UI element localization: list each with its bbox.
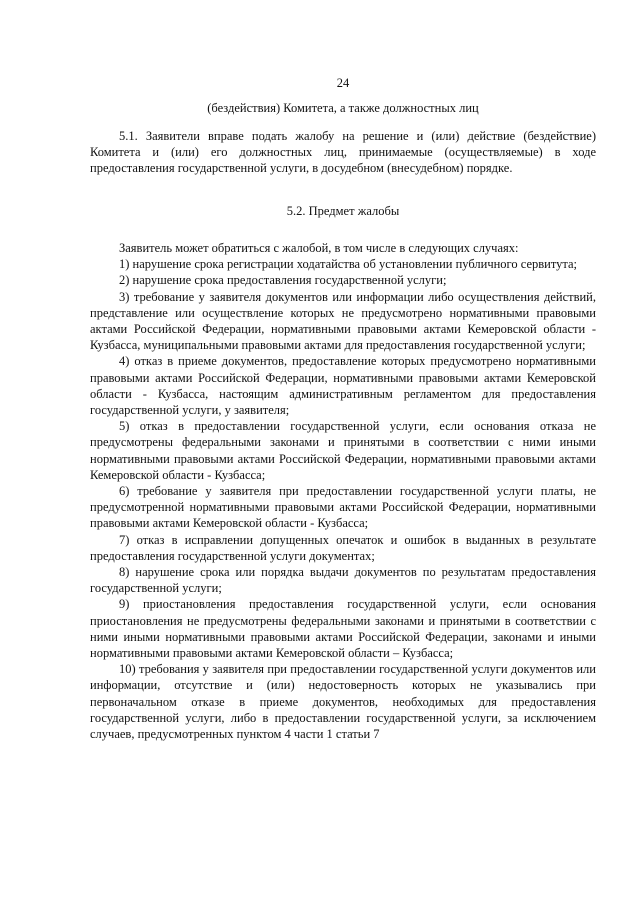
- list-item: 5) отказ в предоставлении государственной услуги, если основания отказа не предусмотрены федеральными законами и принятыми в соответствии с ними иными нормативными правовыми актами Российской Федерации, нормативными правовыми актами Кемеровской области - Кузбасса;: [90, 419, 596, 482]
- list-item: 1) нарушение срока регистрации ходатайства об установлении публичного сервитута;: [119, 257, 578, 272]
- list-item: 2) нарушение срока предоставления государственной услуги;: [119, 273, 447, 288]
- list-item: 8) нарушение срока или порядка выдачи документов по результатам предоставления государственной услуги;: [90, 565, 596, 596]
- list-item: 9) приостановления предоставления государственной услуги, если основания приостановления не предусмотрены федеральными законами и принятыми в соответствии с ними иными нормативными правовыми актами Российской Федерации, законами и иными нормативными правовыми актами Кемеровской области – Кузбасса;: [90, 597, 596, 661]
- clause-5-1-text: 5.1. Заявители вправе подать жалобу на решение и (или) действие (бездействие) Комитета и (или) его должностных лиц, принимаемые (осуществляемые) в ходе предоставления государственной услуги, в досудебном (внесудебном) порядке.: [90, 129, 596, 176]
- clause-5-1: [90, 128, 596, 177]
- page-number: 24: [336, 76, 350, 90]
- list-item: 6) требование у заявителя при предоставлении государственной услуги платы, не предусмотренной нормативными правовыми актами Российской Федерации, нормативными правовыми актами Кемеровской области - Кузбасса;: [90, 484, 596, 531]
- list-item: 10) требования у заявителя при предоставлении государственной услуги документов или информации, отсутствие и (или) недостоверность которых не указывались при первоначальном отказе в приеме документов, необходимых для предоставления государственной услуги, либо в предоставлении государственной услуги, за исключением случаев, предусмотренных пунктом 4 части 1 статьи 7: [90, 662, 596, 742]
- list-item: 7) отказ в исправлении допущенных опечаток и ошибок в выданных в результате предоставления государственной услуги документах;: [90, 532, 596, 563]
- complaint-cases: [90, 240, 596, 742]
- list-intro: Заявитель может обратиться с жалобой, в том числе в следующих случаях:: [119, 241, 519, 255]
- list-item: 3) требование у заявителя документов или информации либо осуществления действий, представление или осуществление которых не предусмотрено нормативными правовыми актами Российской Федерации, нормативными правовыми актами Кемеровской области - Кузбасса, муниципальными правовыми актами для предоставления государственной услуги;: [90, 289, 596, 353]
- list-item: 4) отказ в приеме документов, предоставление которых предусмотрено нормативными правовыми актами Российской Федерации, нормативными правовыми актами Кемеровской области - Кузбасса, настоящим административным регламентом для предоставления государственной услуги, у заявителя;: [90, 354, 596, 418]
- heading-continuation: (бездействия) Комитета, а также должностных лиц: [207, 101, 479, 115]
- section-5-2-title: 5.2. Предмет жалобы: [286, 204, 400, 218]
